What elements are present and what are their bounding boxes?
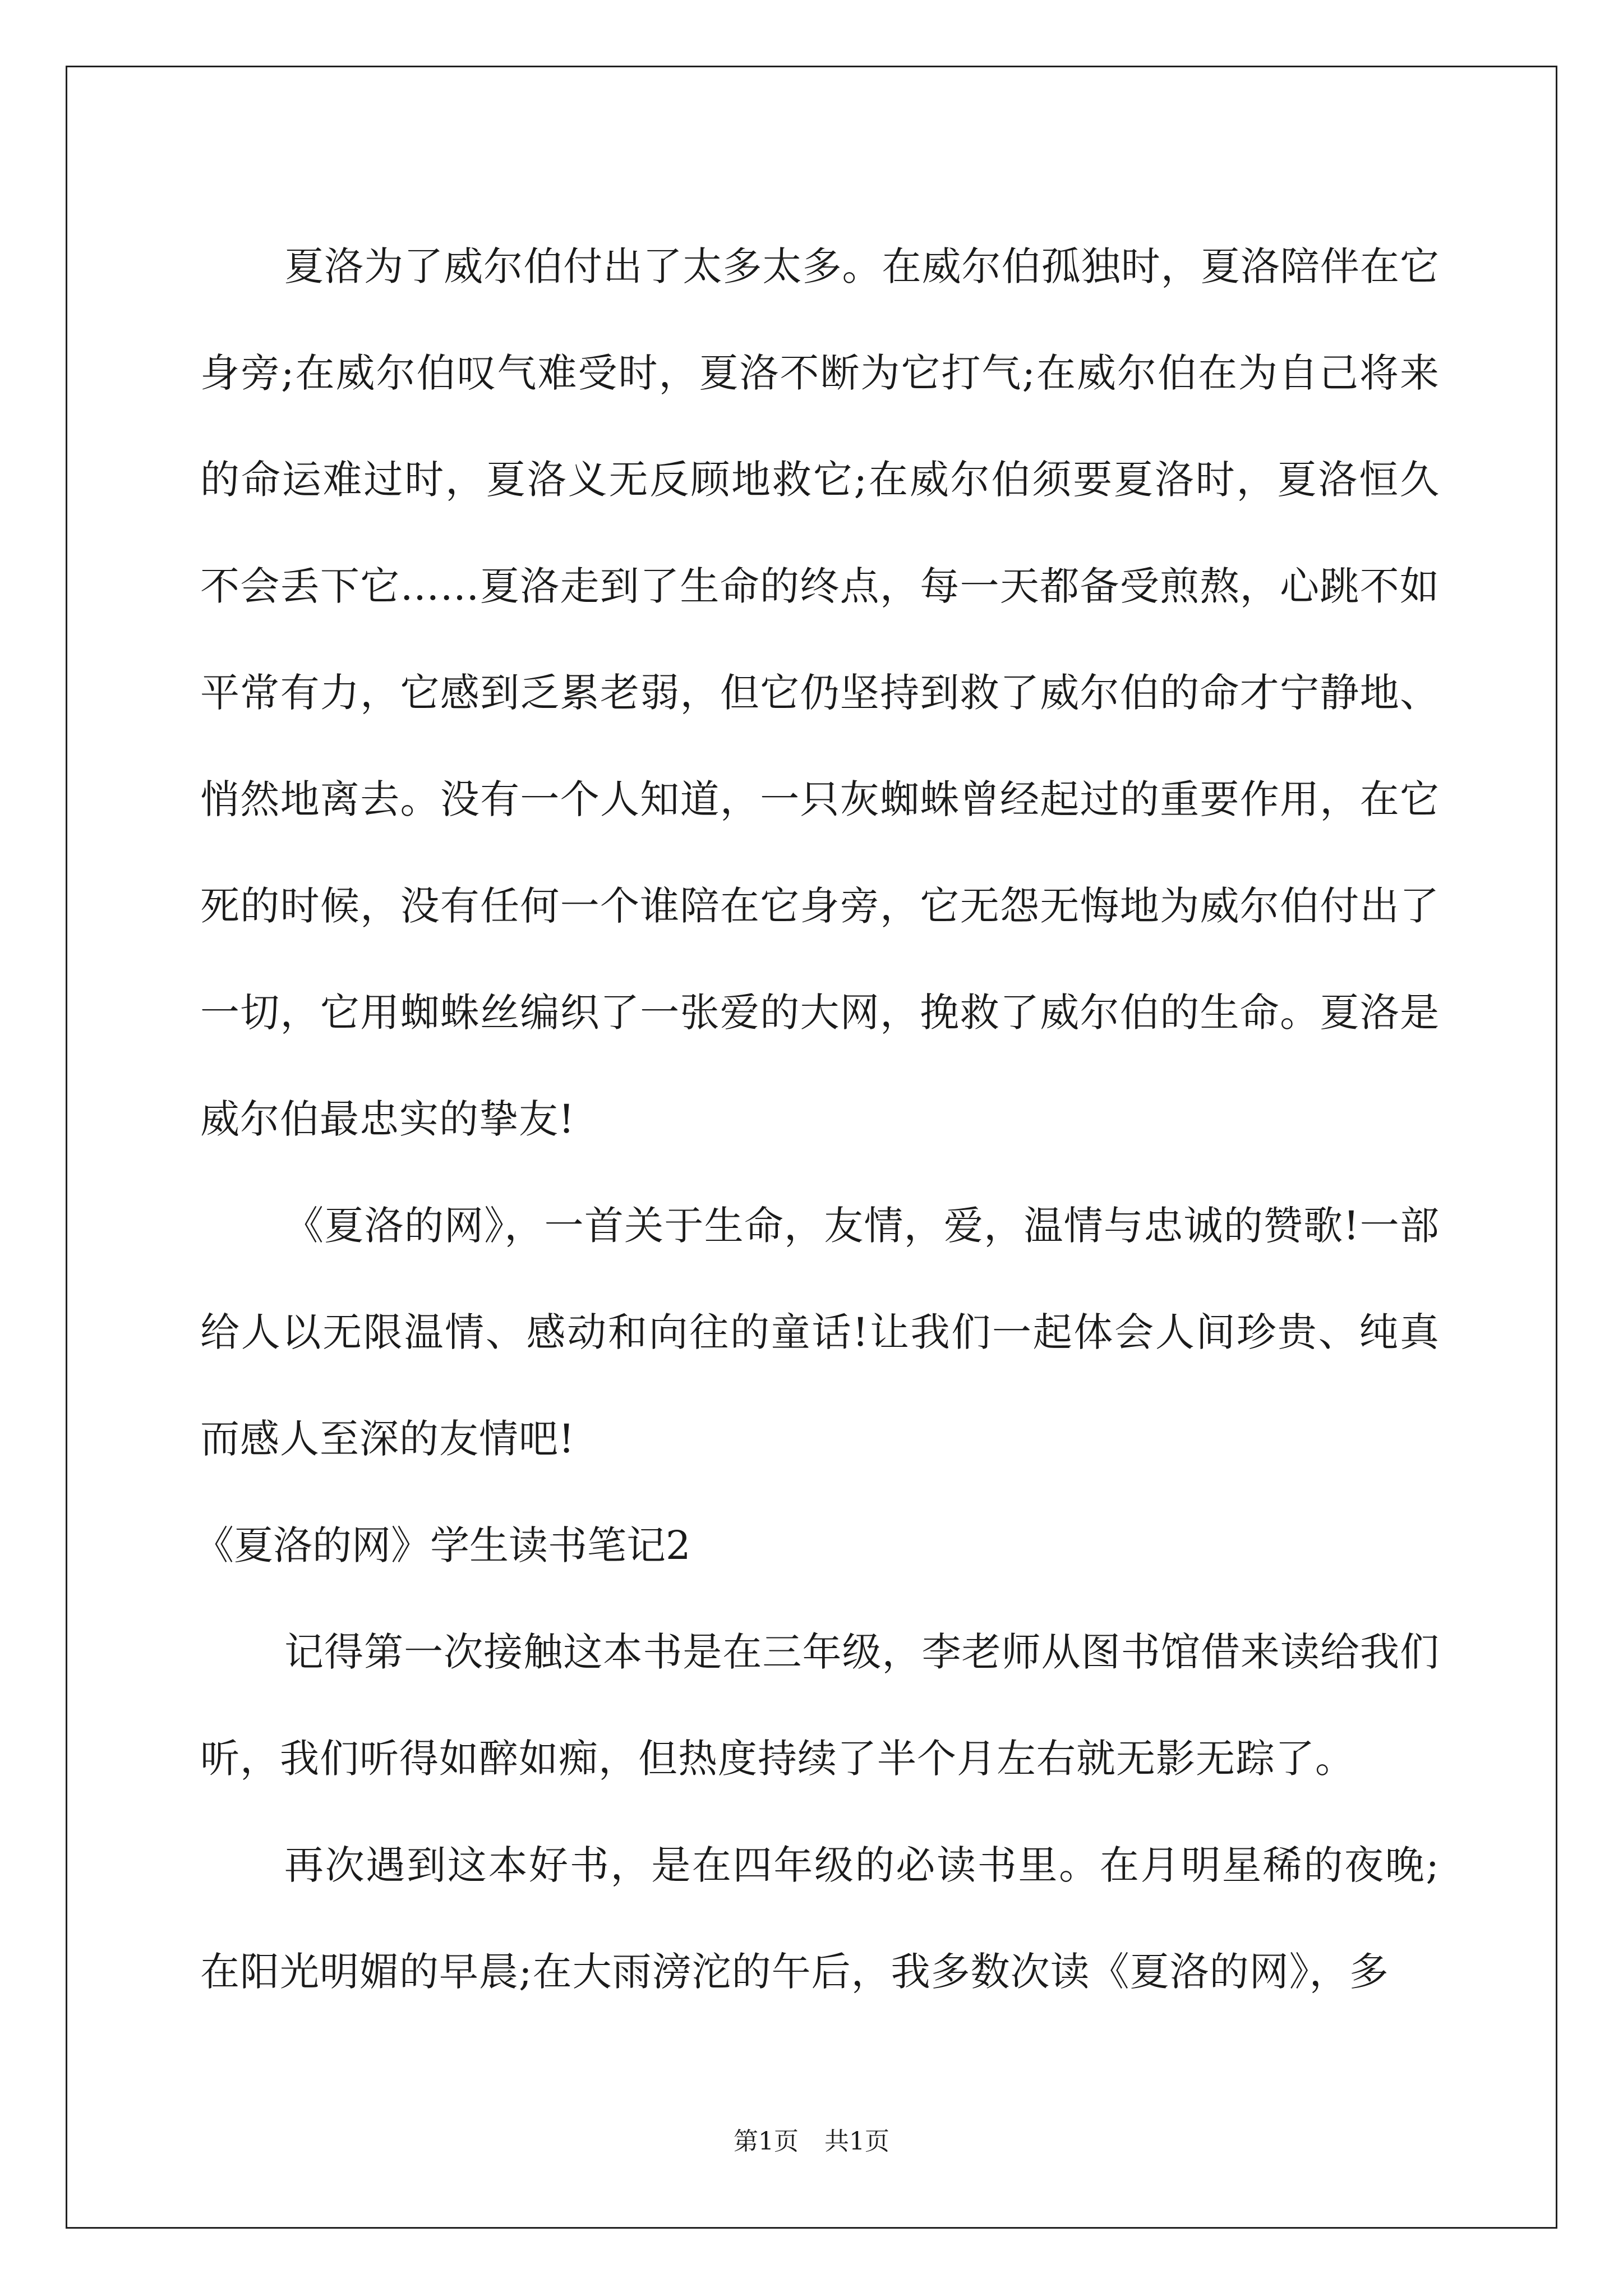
page-number-current: 第1页 <box>734 2127 799 2156</box>
document-body <box>195 213 1440 2025</box>
paragraph-charlotte-sacrifice: 夏洛为了威尔伯付出了太多太多。在威尔伯孤独时，夏洛陪伴在它身旁;在威尔伯叹气难受时，夏洛不断为它打气;在威尔伯在为自己将来的命运难过时，夏洛义无反顾地救它;在威尔伯须要夏洛时，夏洛恒久不会丢下它……夏洛走到了生命的终点，每一天都备受煎熬，心跳不如平常有力，它感到乏累老弱，但它仍坚持到救了威尔伯的命才宁静地、悄然地离去。没有一个人知道，一只灰蜘蛛曾经起过的重要作用，在它死的时候，没有任何一个谁陪在它身旁，它无怨无悔地为威尔伯付出了一切，它用蜘蛛丝编织了一张爱的大网，挽救了威尔伯的生命。夏洛是威尔伯最忠实的挚友! <box>200 243 1440 1142</box>
paragraph-first-encounter: 记得第一次接触这本书是在三年级，李老师从图书馆借来读给我们听，我们听得如醉如痴，但热度持续了半个月左右就无影无踪了。 <box>200 1629 1440 1782</box>
page-footer <box>0 2125 1623 2159</box>
paragraph-book-praise: 《夏洛的网》，一首关于生命，友情，爱，温情与忠诚的赞歌!一部给人以无限温情、感动和向往的童话!让我们一起体会人间珍贵、纯真而感人至深的友情吧! <box>200 1203 1440 1462</box>
paragraph-second-encounter: 再次遇到这本好书，是在四年级的必读书里。在月明星稀的夜晚;在阳光明媚的早晨;在大雨滂沱的午后，我多数次读《夏洛的网》，多 <box>200 1842 1440 1995</box>
section-heading: 《夏洛的网》学生读书笔记2 <box>195 1522 691 1568</box>
page-number-total: 共1页 <box>824 2127 889 2156</box>
